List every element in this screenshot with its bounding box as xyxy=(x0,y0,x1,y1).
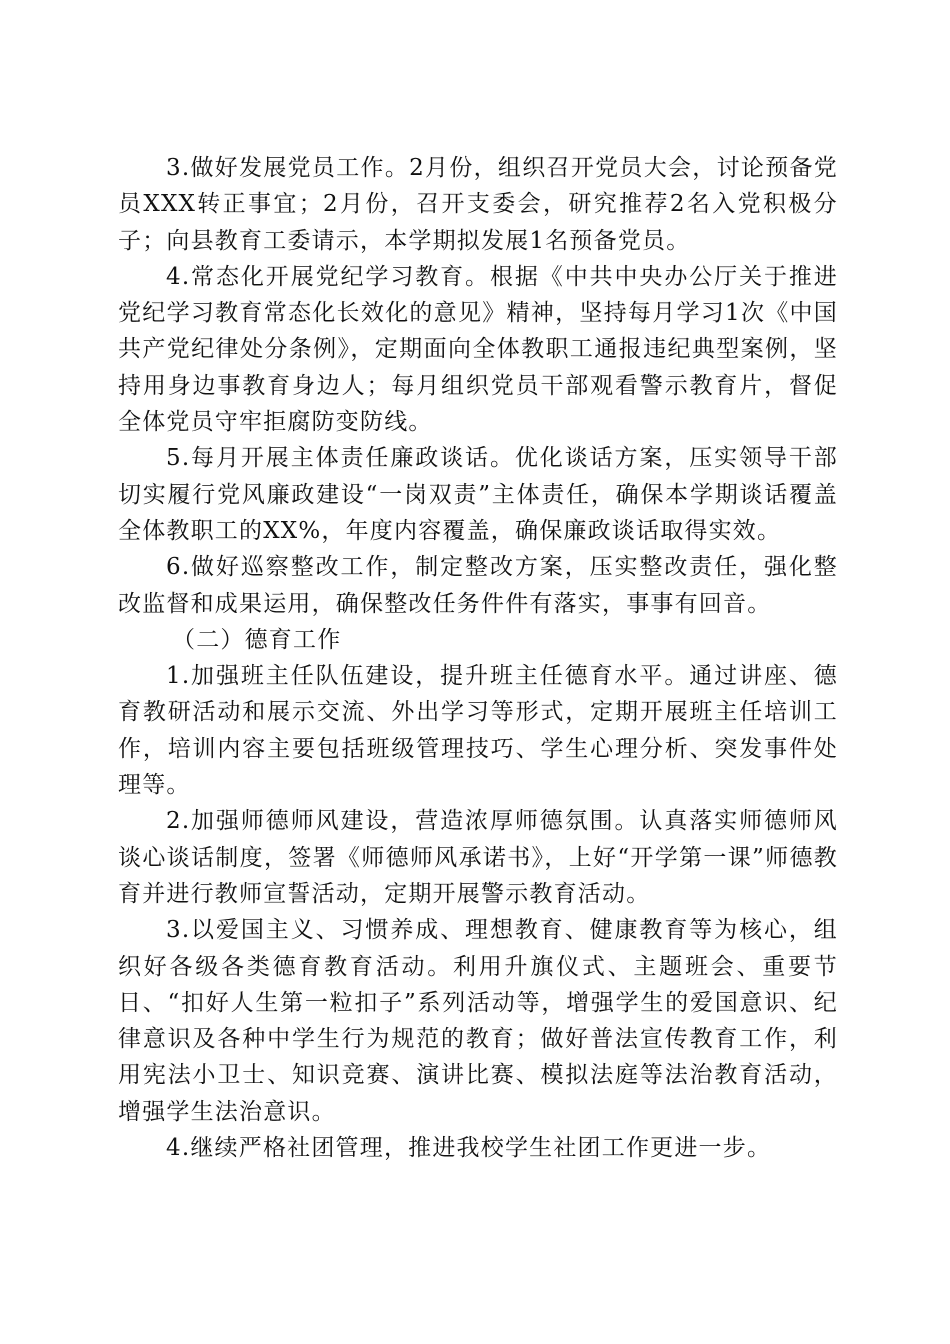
document-body xyxy=(118,150,838,1166)
paragraph-integrity-talks: 5.每月开展主体责任廉政谈话。优化谈话方案，压实领导干部切实履行党风廉政建设“一岗双责”主体责任，确保本学期谈话覆盖全体教职工的XX%，年度内容覆盖，确保廉政谈话取得实效。 xyxy=(118,445,838,544)
paragraph-club-management: 4.继续严格社团管理，推进我校学生社团工作更进一步。 xyxy=(166,1135,772,1162)
paragraph-teacher-ethics: 2.加强师德师风建设，营造浓厚师德氛围。认真落实师德师风谈心谈话制度，签署《师德师风承诺书》，上好“开学第一课”师德教育并进行教师宣誓活动，定期开展警示教育活动。 xyxy=(118,808,838,907)
paragraph-moral-activities: 3.以爱国主义、习惯养成、理想教育、健康教育等为核心，组织好各级各类德育教育活动。利用升旗仪式、主题班会、重要节日、“扣好人生第一粒扣子”系列活动等，增强学生的爱国意识、纪律意识及各种中学生行为规范的教育；做好普法宣传教育工作，利用宪法小卫士、知识竞赛、演讲比赛、模拟法庭等法治教育活动，增强学生法治意识。 xyxy=(118,917,838,1125)
paragraph-discipline-education: 4.常态化开展党纪学习教育。根据《中共中央办公厅关于推进党纪学习教育常态化长效化的意见》精神，坚持每月学习1次《中国共产党纪律处分条例》，定期面向全体教职工通报违纪典型案例，坚持用身边事教育身边人；每月组织党员干部观看警示教育片，督促全体党员守牢拒腐防变防线。 xyxy=(118,263,838,436)
section-heading-moral-education: （二）德育工作 xyxy=(172,626,342,653)
paragraph-party-member-development: 3.做好发展党员工作。2月份，组织召开党员大会，讨论预备党员XXX转正事宜；2月份，召开支委会，研究推荐2名入党积极分子；向县教育工委请示，本学期拟发展1名预备党员。 xyxy=(118,155,838,254)
paragraph-head-teacher-team: 1.加强班主任队伍建设，提升班主任德育水平。通过讲座、德育教研活动和展示交流、外出学习等形式，定期开展班主任培训工作，培训内容主要包括班级管理技巧、学生心理分析、突发事件处理等。 xyxy=(118,663,838,799)
paragraph-inspection-rectification: 6.做好巡察整改工作，制定整改方案，压实整改责任，强化整改监督和成果运用，确保整改任务件件有落实，事事有回音。 xyxy=(118,554,838,617)
